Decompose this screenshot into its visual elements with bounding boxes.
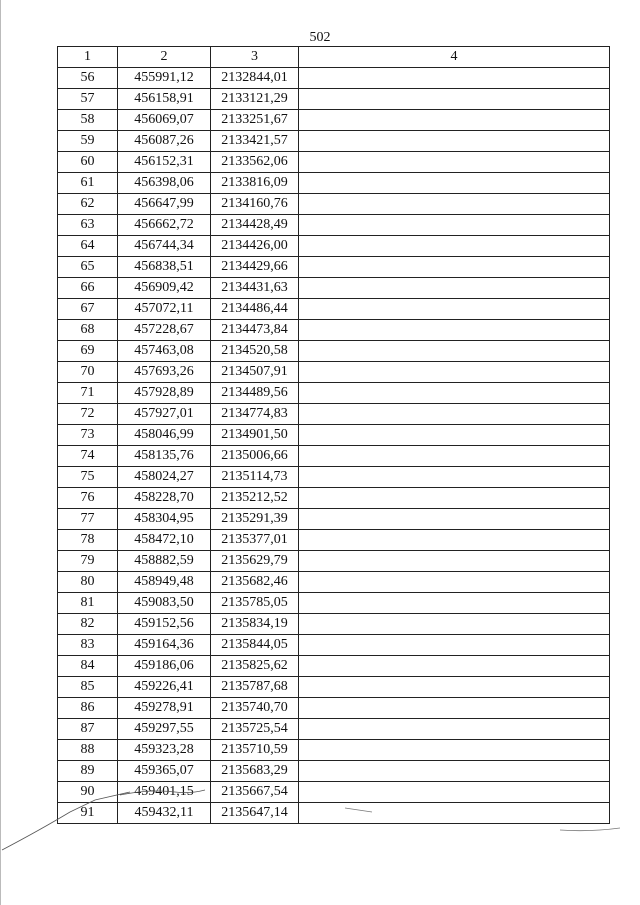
table-cell-col-2: 459432,11 (118, 803, 211, 824)
table-cell-col-3: 2135114,73 (211, 467, 299, 488)
table-cell-col-1: 63 (58, 215, 118, 236)
table-cell-col-4 (299, 509, 610, 530)
table-cell-col-1: 82 (58, 614, 118, 635)
table-cell-col-2: 458949,48 (118, 572, 211, 593)
table-cell-col-1: 58 (58, 110, 118, 131)
table-row (58, 194, 610, 215)
table-row (58, 173, 610, 194)
table-row (58, 152, 610, 173)
table-cell-col-3: 2133121,29 (211, 89, 299, 110)
table-row (58, 131, 610, 152)
table-cell-col-1: 81 (58, 593, 118, 614)
page-number: 502 (309, 30, 331, 45)
table-cell-col-2: 459083,50 (118, 593, 211, 614)
table-row (58, 551, 610, 572)
table-cell-col-4 (299, 404, 610, 425)
table-cell-col-1: 70 (58, 362, 118, 383)
table-cell-col-1: 84 (58, 656, 118, 677)
table-cell-col-3: 2134428,49 (211, 215, 299, 236)
table-row (58, 383, 610, 404)
table-cell-col-3: 2133562,06 (211, 152, 299, 173)
table-row (58, 404, 610, 425)
table-cell-col-1: 66 (58, 278, 118, 299)
table-row (58, 677, 610, 698)
table-cell-col-2: 459365,07 (118, 761, 211, 782)
table-cell-col-2: 456158,91 (118, 89, 211, 110)
table-cell-col-1: 89 (58, 761, 118, 782)
table-cell-col-4 (299, 803, 610, 824)
table-cell-col-4 (299, 215, 610, 236)
table-cell-col-2: 459164,36 (118, 635, 211, 656)
table-cell-col-4 (299, 110, 610, 131)
table-cell-col-2: 457463,08 (118, 341, 211, 362)
table-cell-col-4 (299, 236, 610, 257)
header-cell-1: 1 (58, 47, 118, 68)
table-cell-col-4 (299, 719, 610, 740)
table-cell-col-2: 458024,27 (118, 467, 211, 488)
table-cell-col-2: 456398,06 (118, 173, 211, 194)
table-cell-col-4 (299, 362, 610, 383)
table-cell-col-2: 457693,26 (118, 362, 211, 383)
table-row (58, 236, 610, 257)
table-cell-col-3: 2134507,91 (211, 362, 299, 383)
table-cell-col-4 (299, 635, 610, 656)
header-cell-3: 3 (211, 47, 299, 68)
table-cell-col-3: 2135787,68 (211, 677, 299, 698)
table-cell-col-3: 2133251,67 (211, 110, 299, 131)
table-row (58, 110, 610, 131)
table-cell-col-2: 456087,26 (118, 131, 211, 152)
table-cell-col-2: 459297,55 (118, 719, 211, 740)
table-cell-col-1: 61 (58, 173, 118, 194)
table-cell-col-2: 458304,95 (118, 509, 211, 530)
table-row (58, 488, 610, 509)
table-cell-col-4 (299, 677, 610, 698)
table-cell-col-2: 456069,07 (118, 110, 211, 131)
table-cell-col-4 (299, 614, 610, 635)
table-cell-col-2: 458135,76 (118, 446, 211, 467)
table-cell-col-1: 62 (58, 194, 118, 215)
table-header (58, 47, 610, 68)
table-cell-col-2: 456662,72 (118, 215, 211, 236)
table-cell-col-2: 458472,10 (118, 530, 211, 551)
table-cell-col-1: 78 (58, 530, 118, 551)
table-cell-col-1: 64 (58, 236, 118, 257)
table-cell-col-1: 69 (58, 341, 118, 362)
table-cell-col-1: 83 (58, 635, 118, 656)
table-cell-col-4 (299, 173, 610, 194)
table-cell-col-4 (299, 782, 610, 803)
table-row (58, 719, 610, 740)
table-row (58, 530, 610, 551)
table-cell-col-2: 459323,28 (118, 740, 211, 761)
table-cell-col-4 (299, 152, 610, 173)
table-cell-col-4 (299, 278, 610, 299)
table-cell-col-3: 2135006,66 (211, 446, 299, 467)
table-cell-col-4 (299, 320, 610, 341)
table-cell-col-1: 86 (58, 698, 118, 719)
table-cell-col-3: 2134489,56 (211, 383, 299, 404)
table-cell-col-3: 2135647,14 (211, 803, 299, 824)
scan-left-edge (0, 0, 1, 905)
table-row (58, 782, 610, 803)
table-cell-col-1: 71 (58, 383, 118, 404)
table-row (58, 656, 610, 677)
table-cell-col-2: 456909,42 (118, 278, 211, 299)
table-cell-col-3: 2135844,05 (211, 635, 299, 656)
table-cell-col-3: 2135667,54 (211, 782, 299, 803)
table-cell-col-3: 2134901,50 (211, 425, 299, 446)
table-row (58, 698, 610, 719)
table-cell-col-4 (299, 530, 610, 551)
table-cell-col-2: 458228,70 (118, 488, 211, 509)
table-row (58, 803, 610, 824)
table-cell-col-3: 2134160,76 (211, 194, 299, 215)
table-cell-col-3: 2135377,01 (211, 530, 299, 551)
table-cell-col-2: 457927,01 (118, 404, 211, 425)
table-row (58, 89, 610, 110)
table-row (58, 593, 610, 614)
table-cell-col-1: 75 (58, 467, 118, 488)
table-cell-col-3: 2135834,19 (211, 614, 299, 635)
header-cell-4: 4 (299, 47, 610, 68)
table-cell-col-4 (299, 299, 610, 320)
table-body (58, 68, 610, 824)
table-cell-col-1: 72 (58, 404, 118, 425)
table-cell-col-2: 459186,06 (118, 656, 211, 677)
table-cell-col-3: 2135710,59 (211, 740, 299, 761)
table-cell-col-3: 2134473,84 (211, 320, 299, 341)
table-row (58, 467, 610, 488)
coordinates-table (57, 46, 610, 824)
table-row (58, 215, 610, 236)
table-cell-col-1: 73 (58, 425, 118, 446)
table-cell-col-1: 90 (58, 782, 118, 803)
table-cell-col-3: 2135740,70 (211, 698, 299, 719)
table-cell-col-3: 2135682,46 (211, 572, 299, 593)
table-row (58, 635, 610, 656)
table-cell-col-4 (299, 89, 610, 110)
table-cell-col-3: 2135785,05 (211, 593, 299, 614)
header-row (58, 47, 610, 68)
table-cell-col-1: 79 (58, 551, 118, 572)
table-row (58, 740, 610, 761)
table-cell-col-4 (299, 740, 610, 761)
table-cell-col-1: 88 (58, 740, 118, 761)
table-cell-col-2: 459226,41 (118, 677, 211, 698)
table-row (58, 446, 610, 467)
table-cell-col-3: 2134774,83 (211, 404, 299, 425)
table-cell-col-4 (299, 425, 610, 446)
table-cell-col-4 (299, 656, 610, 677)
table-row (58, 341, 610, 362)
table-cell-col-1: 56 (58, 68, 118, 89)
table-cell-col-1: 85 (58, 677, 118, 698)
table-cell-col-3: 2134486,44 (211, 299, 299, 320)
table-cell-col-4 (299, 761, 610, 782)
table-cell-col-4 (299, 194, 610, 215)
table-cell-col-3: 2133421,57 (211, 131, 299, 152)
table-cell-col-1: 65 (58, 257, 118, 278)
table-cell-col-2: 458046,99 (118, 425, 211, 446)
table-cell-col-3: 2134431,63 (211, 278, 299, 299)
table-cell-col-3: 2132844,01 (211, 68, 299, 89)
table-cell-col-2: 457072,11 (118, 299, 211, 320)
table-cell-col-1: 60 (58, 152, 118, 173)
table-cell-col-3: 2134429,66 (211, 257, 299, 278)
table-cell-col-1: 76 (58, 488, 118, 509)
table-cell-col-3: 2133816,09 (211, 173, 299, 194)
table-cell-col-3: 2135683,29 (211, 761, 299, 782)
table-cell-col-2: 457928,89 (118, 383, 211, 404)
table-cell-col-3: 2135212,52 (211, 488, 299, 509)
table-cell-col-2: 457228,67 (118, 320, 211, 341)
table-cell-col-4 (299, 467, 610, 488)
table-cell-col-4 (299, 572, 610, 593)
table-row (58, 509, 610, 530)
table-cell-col-1: 74 (58, 446, 118, 467)
table-cell-col-1: 68 (58, 320, 118, 341)
header-cell-2: 2 (118, 47, 211, 68)
table-cell-col-2: 456152,31 (118, 152, 211, 173)
table-row (58, 425, 610, 446)
table-cell-col-4 (299, 383, 610, 404)
table-cell-col-3: 2135629,79 (211, 551, 299, 572)
table-cell-col-1: 59 (58, 131, 118, 152)
table-cell-col-2: 456744,34 (118, 236, 211, 257)
table-cell-col-2: 456647,99 (118, 194, 211, 215)
table-cell-col-4 (299, 341, 610, 362)
table-cell-col-3: 2135725,54 (211, 719, 299, 740)
table-row (58, 362, 610, 383)
table-row (58, 614, 610, 635)
table-cell-col-2: 456838,51 (118, 257, 211, 278)
table-cell-col-2: 455991,12 (118, 68, 211, 89)
table-cell-col-4 (299, 593, 610, 614)
table-cell-col-2: 459401,15 (118, 782, 211, 803)
table-row (58, 320, 610, 341)
table-cell-col-1: 87 (58, 719, 118, 740)
table-row (58, 257, 610, 278)
table-row (58, 68, 610, 89)
table-cell-col-4 (299, 257, 610, 278)
table-cell-col-2: 459152,56 (118, 614, 211, 635)
table-cell-col-1: 91 (58, 803, 118, 824)
table-cell-col-1: 67 (58, 299, 118, 320)
table-cell-col-4 (299, 698, 610, 719)
table-cell-col-4 (299, 488, 610, 509)
table-cell-col-4 (299, 131, 610, 152)
table-row (58, 761, 610, 782)
table-cell-col-2: 459278,91 (118, 698, 211, 719)
table-cell-col-4 (299, 446, 610, 467)
table-cell-col-3: 2134520,58 (211, 341, 299, 362)
table-cell-col-3: 2135291,39 (211, 509, 299, 530)
table-cell-col-2: 458882,59 (118, 551, 211, 572)
table-row (58, 299, 610, 320)
table-row (58, 572, 610, 593)
table-cell-col-3: 2135825,62 (211, 656, 299, 677)
table-row (58, 278, 610, 299)
table-cell-col-3: 2134426,00 (211, 236, 299, 257)
table-cell-col-4 (299, 551, 610, 572)
table-cell-col-1: 77 (58, 509, 118, 530)
table-cell-col-4 (299, 68, 610, 89)
table-cell-col-1: 80 (58, 572, 118, 593)
table-cell-col-1: 57 (58, 89, 118, 110)
